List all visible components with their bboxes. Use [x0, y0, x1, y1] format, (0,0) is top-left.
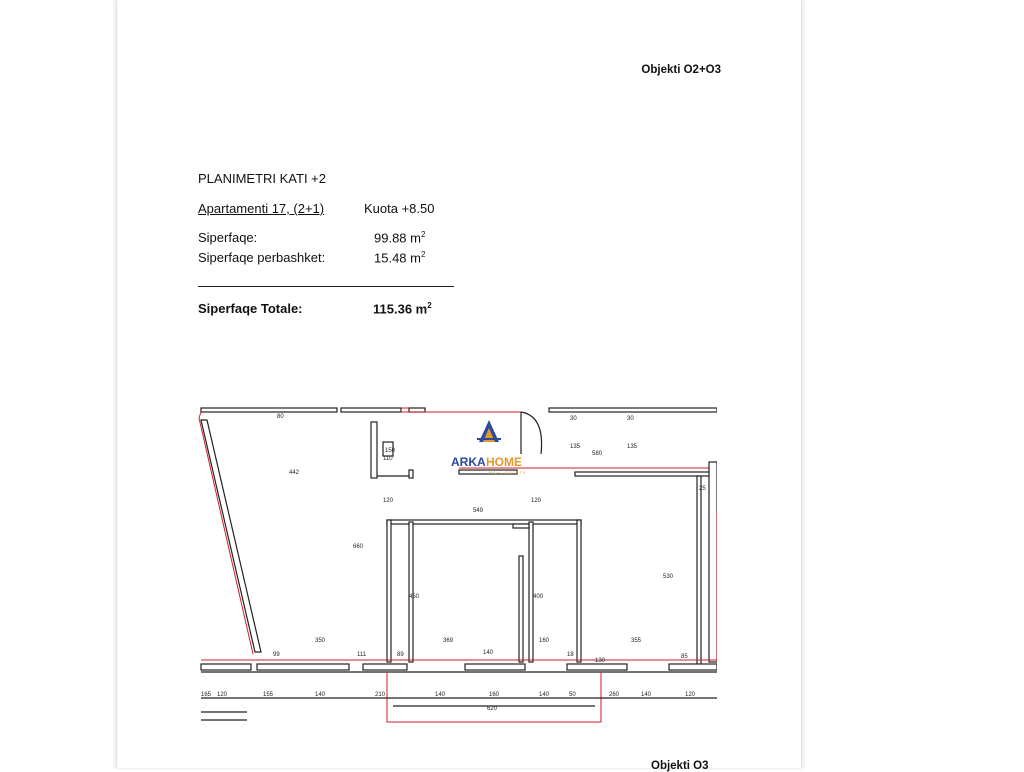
dim-top-6: 580	[592, 451, 603, 457]
door-arc	[521, 412, 542, 454]
dim-top-2: 30	[570, 416, 577, 422]
shared-area-value: 15.48 $m^2$	[374, 250, 426, 266]
dim-369: 369	[443, 638, 454, 644]
dim-150: 150	[385, 448, 396, 454]
dim-140-base: 140	[483, 650, 494, 656]
divider-line	[198, 286, 454, 287]
dim-210: 210	[375, 692, 386, 698]
shared-area-label: Siperfaqe perbashket:	[198, 250, 326, 265]
dim-25: 25	[699, 486, 706, 492]
logo-tagline: REAL ESTATE	[489, 470, 527, 475]
logo-name-right: HOME	[486, 455, 522, 469]
plan-title: PLANIMETRI KATI +2	[198, 171, 326, 186]
dim-120-outer-2: 120	[685, 692, 696, 698]
dim-450: 450	[409, 594, 420, 600]
total-area-row	[198, 301, 432, 317]
dim-165: 165	[201, 692, 212, 698]
bedroom-walls	[387, 520, 581, 662]
total-area-value: 115.36 $m^2$	[373, 301, 432, 317]
storage-walls	[371, 422, 717, 478]
dim-140-outer-2: 140	[435, 692, 446, 698]
dim-120-outer: 120	[217, 692, 228, 698]
dim-89: 89	[397, 652, 404, 658]
dim-111: 111	[357, 652, 367, 658]
object-label-top: Objekti O2+O3	[641, 64, 721, 76]
dim-140-outer-3: 140	[539, 692, 550, 698]
dim-top-4: 135	[570, 444, 581, 450]
apartment-label: Apartamenti 17, (2+1)	[198, 201, 325, 216]
dim-355: 355	[631, 638, 642, 644]
balcony	[201, 672, 717, 722]
dim-160: 160	[539, 638, 550, 644]
dim-balcony: 620	[487, 706, 498, 712]
dim-140-outer-4: 140	[641, 692, 652, 698]
object-label-bottom: Objekti O3	[651, 760, 709, 772]
dim-549: 549	[473, 508, 484, 514]
dim-260: 260	[609, 692, 620, 698]
dim-top-3: 30	[627, 416, 634, 422]
left-outer-wall	[199, 412, 261, 654]
dim-530: 530	[663, 574, 674, 580]
shared-area-row	[198, 250, 426, 266]
dim-155: 155	[263, 692, 274, 698]
dim-110: 110	[383, 456, 393, 462]
dim-160-outer: 160	[489, 692, 500, 698]
kuota-label: Kuota +8.50	[364, 201, 435, 216]
dim-85: 85	[681, 654, 688, 660]
floor-plan	[197, 402, 717, 732]
total-area-label: Siperfaqe Totale:	[198, 301, 303, 316]
dim-660: 660	[353, 544, 364, 550]
dim-140-outer-1: 140	[315, 692, 326, 698]
dim-350: 350	[315, 638, 326, 644]
right-walls	[697, 462, 717, 666]
document-page	[116, 0, 802, 772]
dim-top-1: 80	[277, 414, 284, 420]
logo-name-left: ARKA	[451, 455, 486, 469]
dim-50: 50	[569, 692, 576, 698]
arkahome-logo	[451, 420, 526, 475]
area-row	[198, 230, 426, 246]
apartment-line	[198, 201, 435, 216]
dim-top-5: 135	[627, 444, 638, 450]
area-value: 99.88 $m^2$	[374, 230, 426, 246]
dim-120-right: 120	[531, 498, 542, 504]
dim-400: 400	[533, 594, 544, 600]
dim-120-left: 120	[383, 498, 394, 504]
area-label: Siperfaqe:	[198, 230, 258, 245]
dim-130: 130	[595, 658, 606, 664]
bottom-wall	[201, 660, 717, 672]
dim-18: 18	[567, 652, 574, 658]
dim-room-442: 442	[289, 470, 300, 476]
dim-99: 99	[273, 652, 280, 658]
